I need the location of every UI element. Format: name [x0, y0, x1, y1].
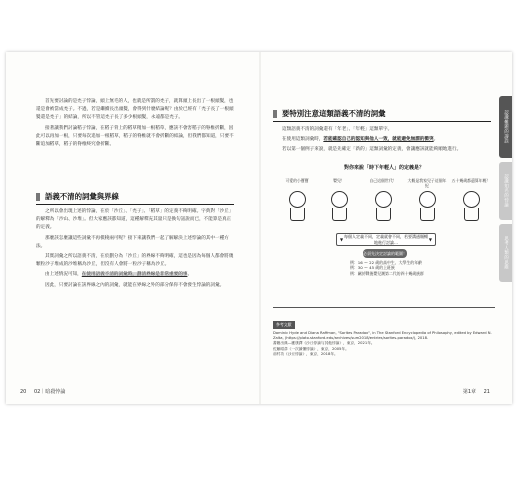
paragraph: 這類語義不清的詞彙還有「年老」、「年輕」這類單字。	[282, 127, 393, 132]
paragraph: 那麼該怎麼讓這些詞彙不再模稜兩可呢？接下來讓我們一起了解解決上述悖論的其中一種方法。	[36, 235, 229, 249]
person-body-icon	[464, 208, 479, 221]
speech-label: 大概是我家兒子這個年紀	[407, 178, 447, 188]
left-intro-text	[36, 98, 234, 151]
left-section-text	[36, 208, 234, 292]
right-intro-text	[273, 126, 493, 157]
paragraph	[273, 136, 493, 144]
highlighted-text: 在使用語義不清的詞彙時，劃清界線是非常重要的事	[81, 272, 188, 278]
section-marker	[273, 110, 277, 118]
page-number: 20	[20, 389, 27, 395]
speech-label: 可愛的小寶寶	[285, 178, 309, 183]
paragraph: 接著讓我們討論稻子悖論，在稻子背上的稻草稍加一根稻草，應該不會害稻子的脊椎折斷，因此可以再加一根，只要每次追加一根稻草，稻子的脊椎就不會折斷的結論，但我們都知道，只要不斷追加稻草，稻子的脊椎終究會折斷。	[36, 125, 234, 148]
chapter-tab[interactable]: 思考人類的思維	[499, 224, 512, 282]
paragraph: 若以第一個例子來說，就是先確定「新的」這類詞彙的定義，會讓應該就能夠順地進行。	[282, 147, 462, 153]
paragraph: 之所以會出現上述的悖論，在於「沙丘」、「禿子」、「稻草」的定義不夠明確。字典對「沙丘」的解釋為「沙山、沙堆」。但大家應該都知道，這種解釋充其量只是換句話說而已，不能算是真正的定義。	[36, 209, 234, 231]
underlined-text: 若能確認自己的認知與他人一致，就能避免無謂的衝突	[323, 137, 434, 143]
person-head-icon	[375, 191, 392, 208]
references-box	[273, 307, 495, 357]
left-folio	[20, 388, 65, 395]
person-figure	[363, 178, 403, 221]
paragraph: 因此，只要討論在該界線之內的詞彙，就能在界線之外的部分保你不會發生悖論的詞彙。	[45, 282, 225, 288]
arrow-down-icon: ▼	[428, 237, 432, 242]
section-heading	[36, 191, 234, 205]
reference-item: 佐藤昭彥《一次讀懂悖論》，東京，2005年。	[273, 346, 349, 351]
person-body-icon	[420, 208, 435, 221]
illustration	[273, 164, 495, 276]
definition-item: 例：16 ～ 22 歲的高中生、大學生的年齡	[350, 260, 422, 265]
running-head: 第1章	[462, 389, 477, 395]
person-head-icon	[463, 191, 480, 208]
text-run: 由上述情況可知，	[45, 272, 82, 278]
speech-label: 五十幾歲都還算年輕！	[451, 178, 491, 183]
person-head-icon	[419, 191, 436, 208]
references-tag: 參考文獻	[273, 321, 295, 329]
right-folio	[463, 388, 490, 395]
section-title: 要特別注意這類語義不清的詞彙	[282, 109, 386, 118]
text-run: 。	[433, 137, 439, 143]
left-page	[6, 52, 259, 404]
reference-item: Dominic Hyde and Diana Raffman, "Sorites Paradox", in The Stanford Encyclopedia of Philosophy, edited by Edward N. Zalta, (https://plato.stanford.edu/archives/sum2018/entries/sorites-paradox/), 2018.	[273, 331, 492, 341]
person-body-icon	[376, 208, 391, 221]
paragraph: 其實詞彙之所以語義不清，在於劃分為「沙丘」的界線不夠明確，這也是因為每個人都會將幾顆粒沙子堆成的沙堆稱為沙丘，但沒有人會將一粒沙子稱為沙丘。	[36, 254, 234, 268]
page-number: 21	[483, 389, 490, 395]
text-run: 。	[187, 272, 193, 278]
paragraph: 首先要討論的是禿子悖論，頭上無毛的人，也就是所謂的禿子，就算頭上長出了一根頭髮，也還是會被當成禿子。不過，若是繼續長出頭髮，會得到什麼結論呢？由於已經有「禿子長了一根頭髮還是禿子」的結論，所以不管這禿子長了多少根頭髮，永遠都是禿子。	[36, 99, 234, 121]
chapter-tab[interactable]: 認識難題的謬誤	[499, 96, 512, 158]
arrow-down-icon: ▼	[340, 237, 344, 242]
running-head: 02｜暗殺悖論	[33, 389, 66, 395]
reference-item: 前村功《沙丘悖論》，東京，2018年。	[273, 351, 338, 356]
speech-label: 嬰兒！	[333, 178, 345, 183]
definition-item: 例：30 ～ 45 歲的上班族	[350, 265, 395, 271]
section-heading	[273, 108, 491, 122]
chapter-tab[interactable]: 認識知名的悖論	[499, 162, 512, 220]
chapter-tabs	[499, 96, 512, 286]
paragraph	[36, 271, 234, 279]
person-figure	[277, 178, 317, 221]
definition-list	[350, 260, 424, 276]
conclusion-flag: 必須先決定討論的範圍！	[363, 251, 407, 256]
person-body-icon	[332, 208, 347, 221]
person-figure	[319, 178, 359, 221]
person-head-icon	[289, 191, 306, 208]
section-marker	[36, 193, 40, 201]
reference-item: 書籍出典—應康譯《沙丘悖論与其他悖論》，東京，2021年。	[273, 341, 375, 346]
person-head-icon	[331, 191, 348, 208]
section-title: 語義不清的詞彙與界線	[45, 192, 119, 201]
person-figure	[451, 178, 491, 221]
person-body-icon	[290, 208, 305, 221]
book-spread	[6, 52, 512, 404]
illustration-title: 對你來說「時下年輕人」的定義是？	[343, 165, 424, 171]
question-box	[336, 233, 436, 246]
definition-item: 例：屬於戰後嬰兒潮第二代的四十幾歲族群	[350, 270, 424, 276]
text-run: 在使用這類詞彙時，	[282, 137, 324, 143]
right-page	[261, 52, 512, 404]
question-text: 每個人定義不同，定義就會不同，若要溝通順暢地進行討論…	[344, 233, 428, 245]
speech-label: 自己這個世代！	[369, 178, 397, 183]
person-figure	[407, 178, 447, 221]
